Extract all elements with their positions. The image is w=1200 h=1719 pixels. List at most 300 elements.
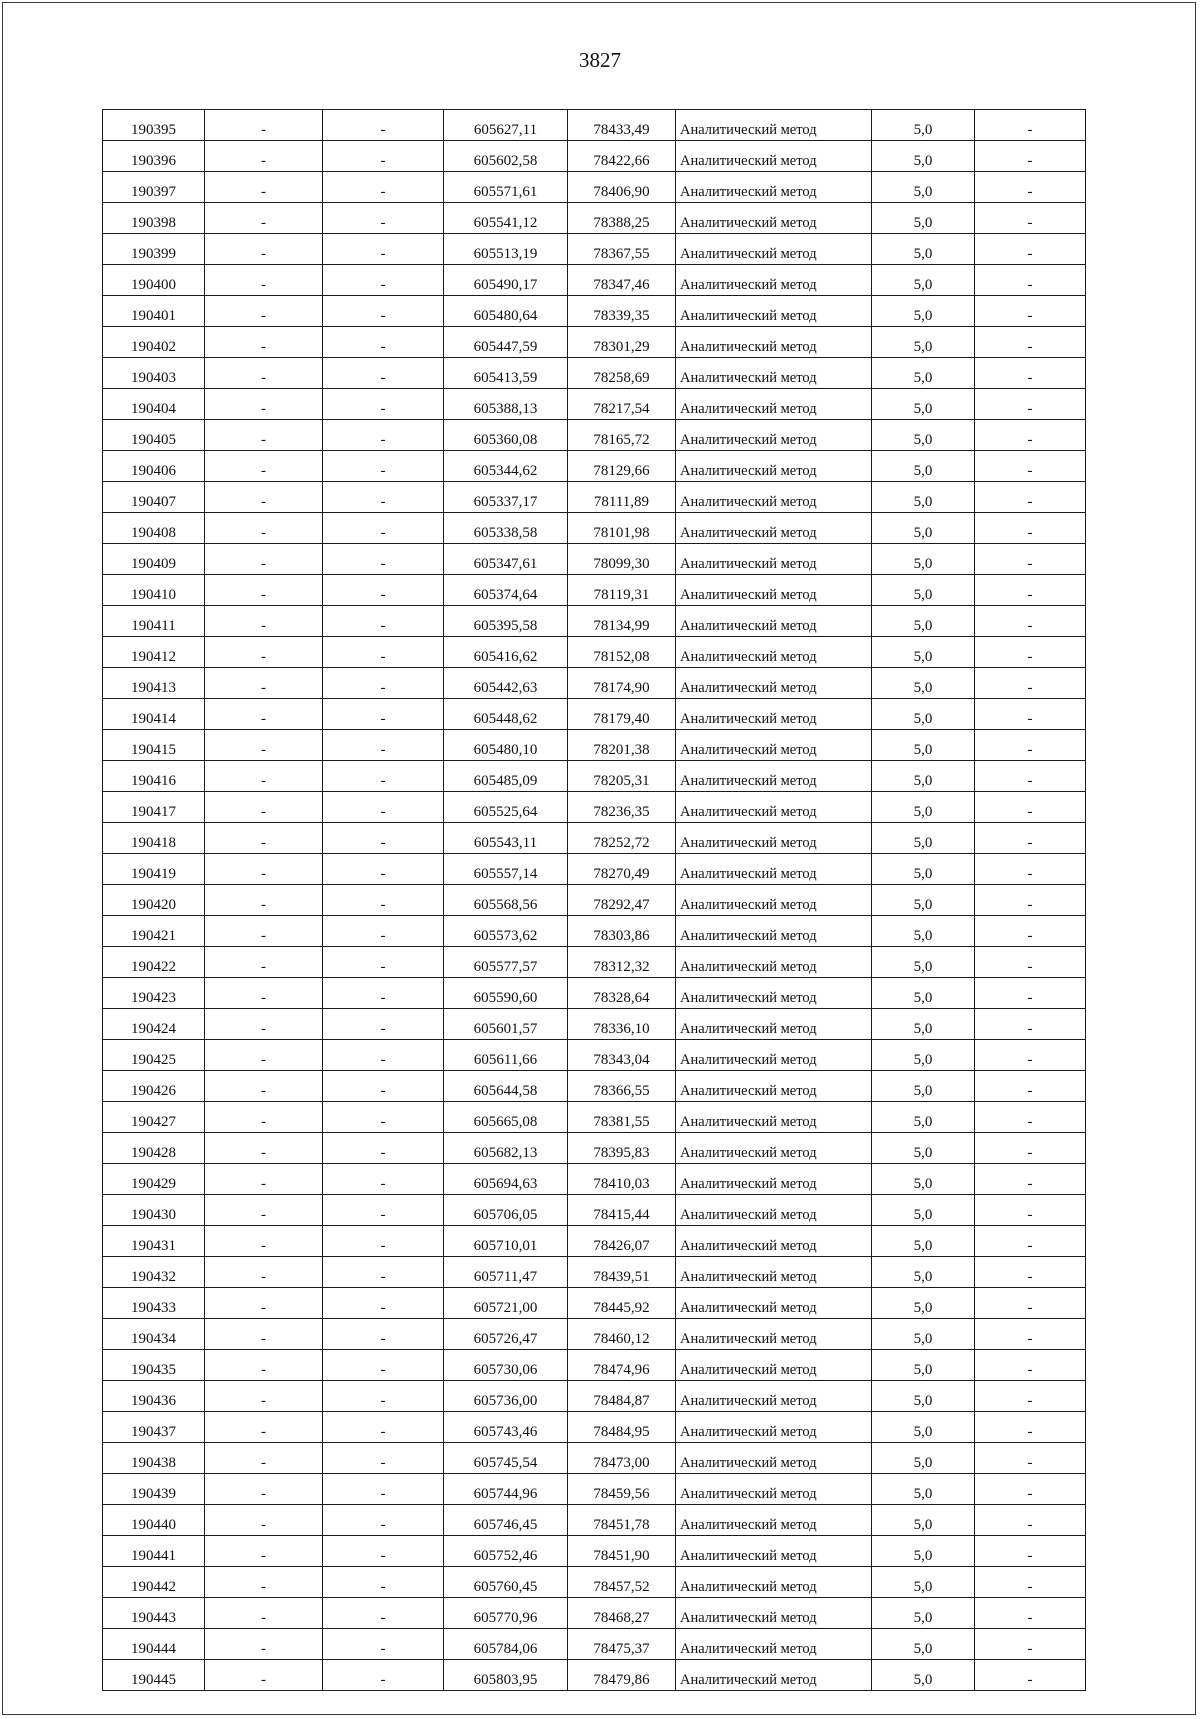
cell-empty-col-a: - xyxy=(205,1381,323,1412)
cell-point-id: 190430 xyxy=(103,1195,205,1226)
cell-empty-col-b: - xyxy=(323,730,444,761)
table-row xyxy=(103,823,1086,854)
cell-empty-col-b: - xyxy=(323,544,444,575)
cell-method: Аналитический метод xyxy=(676,1381,872,1412)
cell-empty-col-c: - xyxy=(975,389,1086,420)
cell-accuracy: 5,0 xyxy=(872,544,975,575)
cell-x-coordinate: 605347,61 xyxy=(444,544,568,575)
coordinates-table xyxy=(102,109,1086,1691)
table-row xyxy=(103,1629,1086,1660)
cell-empty-col-b: - xyxy=(323,110,444,141)
cell-x-coordinate: 605611,66 xyxy=(444,1040,568,1071)
table-row xyxy=(103,451,1086,482)
cell-empty-col-b: - xyxy=(323,575,444,606)
cell-empty-col-c: - xyxy=(975,234,1086,265)
cell-accuracy: 5,0 xyxy=(872,947,975,978)
cell-empty-col-a: - xyxy=(205,234,323,265)
table-row xyxy=(103,947,1086,978)
cell-empty-col-b: - xyxy=(323,916,444,947)
table-row xyxy=(103,420,1086,451)
cell-empty-col-c: - xyxy=(975,1567,1086,1598)
table-row xyxy=(103,513,1086,544)
cell-method: Аналитический метод xyxy=(676,606,872,637)
cell-method: Аналитический метод xyxy=(676,544,872,575)
cell-accuracy: 5,0 xyxy=(872,1505,975,1536)
cell-empty-col-a: - xyxy=(205,792,323,823)
cell-empty-col-c: - xyxy=(975,1040,1086,1071)
cell-empty-col-b: - xyxy=(323,234,444,265)
cell-accuracy: 5,0 xyxy=(872,1660,975,1691)
table-row xyxy=(103,1102,1086,1133)
cell-empty-col-c: - xyxy=(975,668,1086,699)
cell-accuracy: 5,0 xyxy=(872,1474,975,1505)
cell-accuracy: 5,0 xyxy=(872,823,975,854)
cell-point-id: 190412 xyxy=(103,637,205,668)
cell-x-coordinate: 605590,60 xyxy=(444,978,568,1009)
cell-method: Аналитический метод xyxy=(676,265,872,296)
cell-empty-col-a: - xyxy=(205,358,323,389)
cell-point-id: 190398 xyxy=(103,203,205,234)
cell-point-id: 190434 xyxy=(103,1319,205,1350)
cell-point-id: 190424 xyxy=(103,1009,205,1040)
cell-x-coordinate: 605571,61 xyxy=(444,172,568,203)
cell-y-coordinate: 78336,10 xyxy=(568,1009,676,1040)
cell-empty-col-b: - xyxy=(323,1257,444,1288)
table-row xyxy=(103,854,1086,885)
cell-empty-col-b: - xyxy=(323,1474,444,1505)
cell-y-coordinate: 78457,52 xyxy=(568,1567,676,1598)
table-row xyxy=(103,389,1086,420)
cell-y-coordinate: 78270,49 xyxy=(568,854,676,885)
cell-accuracy: 5,0 xyxy=(872,420,975,451)
cell-empty-col-b: - xyxy=(323,296,444,327)
cell-y-coordinate: 78479,86 xyxy=(568,1660,676,1691)
cell-empty-col-a: - xyxy=(205,420,323,451)
cell-empty-col-a: - xyxy=(205,1629,323,1660)
cell-empty-col-c: - xyxy=(975,1288,1086,1319)
cell-accuracy: 5,0 xyxy=(872,110,975,141)
cell-point-id: 190405 xyxy=(103,420,205,451)
cell-accuracy: 5,0 xyxy=(872,1257,975,1288)
table-row xyxy=(103,1288,1086,1319)
table-row xyxy=(103,1350,1086,1381)
cell-y-coordinate: 78468,27 xyxy=(568,1598,676,1629)
table-row xyxy=(103,1443,1086,1474)
cell-empty-col-c: - xyxy=(975,606,1086,637)
cell-method: Аналитический метод xyxy=(676,172,872,203)
cell-x-coordinate: 605627,11 xyxy=(444,110,568,141)
cell-empty-col-c: - xyxy=(975,420,1086,451)
cell-y-coordinate: 78292,47 xyxy=(568,885,676,916)
cell-empty-col-c: - xyxy=(975,1629,1086,1660)
cell-empty-col-b: - xyxy=(323,1164,444,1195)
cell-accuracy: 5,0 xyxy=(872,1319,975,1350)
cell-accuracy: 5,0 xyxy=(872,389,975,420)
table-row xyxy=(103,172,1086,203)
cell-point-id: 190441 xyxy=(103,1536,205,1567)
cell-empty-col-a: - xyxy=(205,141,323,172)
cell-empty-col-c: - xyxy=(975,761,1086,792)
cell-accuracy: 5,0 xyxy=(872,296,975,327)
cell-empty-col-c: - xyxy=(975,327,1086,358)
cell-y-coordinate: 78473,00 xyxy=(568,1443,676,1474)
cell-accuracy: 5,0 xyxy=(872,1102,975,1133)
cell-y-coordinate: 78258,69 xyxy=(568,358,676,389)
cell-empty-col-a: - xyxy=(205,761,323,792)
cell-y-coordinate: 78474,96 xyxy=(568,1350,676,1381)
cell-x-coordinate: 605602,58 xyxy=(444,141,568,172)
cell-accuracy: 5,0 xyxy=(872,1226,975,1257)
cell-point-id: 190403 xyxy=(103,358,205,389)
cell-empty-col-b: - xyxy=(323,823,444,854)
cell-empty-col-a: - xyxy=(205,1288,323,1319)
cell-empty-col-c: - xyxy=(975,1350,1086,1381)
table-row xyxy=(103,1412,1086,1443)
cell-accuracy: 5,0 xyxy=(872,637,975,668)
cell-x-coordinate: 605601,57 xyxy=(444,1009,568,1040)
cell-empty-col-c: - xyxy=(975,265,1086,296)
cell-empty-col-b: - xyxy=(323,1288,444,1319)
cell-point-id: 190413 xyxy=(103,668,205,699)
cell-empty-col-b: - xyxy=(323,1660,444,1691)
cell-empty-col-a: - xyxy=(205,1257,323,1288)
cell-accuracy: 5,0 xyxy=(872,1598,975,1629)
cell-x-coordinate: 605665,08 xyxy=(444,1102,568,1133)
cell-point-id: 190419 xyxy=(103,854,205,885)
table-row xyxy=(103,110,1086,141)
cell-empty-col-a: - xyxy=(205,1133,323,1164)
table-row xyxy=(103,234,1086,265)
cell-x-coordinate: 605746,45 xyxy=(444,1505,568,1536)
cell-empty-col-a: - xyxy=(205,1598,323,1629)
cell-x-coordinate: 605770,96 xyxy=(444,1598,568,1629)
cell-method: Аналитический метод xyxy=(676,885,872,916)
cell-accuracy: 5,0 xyxy=(872,358,975,389)
cell-empty-col-a: - xyxy=(205,513,323,544)
cell-empty-col-b: - xyxy=(323,358,444,389)
cell-accuracy: 5,0 xyxy=(872,575,975,606)
table-row xyxy=(103,1226,1086,1257)
cell-empty-col-b: - xyxy=(323,513,444,544)
table-row xyxy=(103,1474,1086,1505)
cell-empty-col-c: - xyxy=(975,916,1086,947)
cell-point-id: 190417 xyxy=(103,792,205,823)
cell-empty-col-c: - xyxy=(975,730,1086,761)
cell-method: Аналитический метод xyxy=(676,1319,872,1350)
cell-accuracy: 5,0 xyxy=(872,1567,975,1598)
cell-accuracy: 5,0 xyxy=(872,1164,975,1195)
cell-empty-col-c: - xyxy=(975,1536,1086,1567)
cell-point-id: 190427 xyxy=(103,1102,205,1133)
cell-empty-col-b: - xyxy=(323,1412,444,1443)
cell-empty-col-c: - xyxy=(975,1164,1086,1195)
cell-y-coordinate: 78312,32 xyxy=(568,947,676,978)
cell-method: Аналитический метод xyxy=(676,1040,872,1071)
cell-accuracy: 5,0 xyxy=(872,854,975,885)
cell-point-id: 190432 xyxy=(103,1257,205,1288)
table-row xyxy=(103,482,1086,513)
cell-accuracy: 5,0 xyxy=(872,513,975,544)
cell-method: Аналитический метод xyxy=(676,637,872,668)
cell-empty-col-c: - xyxy=(975,451,1086,482)
cell-x-coordinate: 605543,11 xyxy=(444,823,568,854)
cell-empty-col-c: - xyxy=(975,1257,1086,1288)
cell-method: Аналитический метод xyxy=(676,1009,872,1040)
cell-empty-col-a: - xyxy=(205,1474,323,1505)
cell-y-coordinate: 78339,35 xyxy=(568,296,676,327)
cell-point-id: 190442 xyxy=(103,1567,205,1598)
cell-empty-col-a: - xyxy=(205,730,323,761)
cell-empty-col-c: - xyxy=(975,575,1086,606)
cell-accuracy: 5,0 xyxy=(872,482,975,513)
cell-x-coordinate: 605577,57 xyxy=(444,947,568,978)
cell-empty-col-b: - xyxy=(323,1071,444,1102)
cell-point-id: 190401 xyxy=(103,296,205,327)
table-body xyxy=(103,110,1086,1691)
cell-empty-col-c: - xyxy=(975,978,1086,1009)
cell-x-coordinate: 605730,06 xyxy=(444,1350,568,1381)
cell-empty-col-c: - xyxy=(975,1443,1086,1474)
cell-y-coordinate: 78366,55 xyxy=(568,1071,676,1102)
cell-empty-col-a: - xyxy=(205,1660,323,1691)
cell-point-id: 190416 xyxy=(103,761,205,792)
cell-empty-col-a: - xyxy=(205,978,323,1009)
table-row xyxy=(103,699,1086,730)
cell-x-coordinate: 605480,64 xyxy=(444,296,568,327)
cell-method: Аналитический метод xyxy=(676,296,872,327)
cell-y-coordinate: 78347,46 xyxy=(568,265,676,296)
cell-accuracy: 5,0 xyxy=(872,730,975,761)
cell-method: Аналитический метод xyxy=(676,1505,872,1536)
cell-point-id: 190435 xyxy=(103,1350,205,1381)
cell-empty-col-b: - xyxy=(323,265,444,296)
cell-empty-col-b: - xyxy=(323,1102,444,1133)
cell-empty-col-a: - xyxy=(205,916,323,947)
cell-y-coordinate: 78395,83 xyxy=(568,1133,676,1164)
cell-accuracy: 5,0 xyxy=(872,916,975,947)
cell-empty-col-a: - xyxy=(205,1226,323,1257)
cell-y-coordinate: 78252,72 xyxy=(568,823,676,854)
cell-empty-col-c: - xyxy=(975,947,1086,978)
cell-method: Аналитический метод xyxy=(676,1443,872,1474)
cell-empty-col-b: - xyxy=(323,1567,444,1598)
cell-method: Аналитический метод xyxy=(676,358,872,389)
cell-y-coordinate: 78381,55 xyxy=(568,1102,676,1133)
cell-x-coordinate: 605710,01 xyxy=(444,1226,568,1257)
cell-empty-col-a: - xyxy=(205,1443,323,1474)
cell-empty-col-b: - xyxy=(323,1226,444,1257)
cell-y-coordinate: 78099,30 xyxy=(568,544,676,575)
cell-point-id: 190420 xyxy=(103,885,205,916)
cell-method: Аналитический метод xyxy=(676,389,872,420)
cell-empty-col-c: - xyxy=(975,1598,1086,1629)
cell-method: Аналитический метод xyxy=(676,451,872,482)
cell-accuracy: 5,0 xyxy=(872,265,975,296)
cell-x-coordinate: 605395,58 xyxy=(444,606,568,637)
cell-method: Аналитический метод xyxy=(676,327,872,358)
cell-method: Аналитический метод xyxy=(676,1102,872,1133)
cell-method: Аналитический метод xyxy=(676,668,872,699)
table-row xyxy=(103,265,1086,296)
cell-empty-col-b: - xyxy=(323,1350,444,1381)
cell-y-coordinate: 78459,56 xyxy=(568,1474,676,1505)
cell-y-coordinate: 78410,03 xyxy=(568,1164,676,1195)
cell-method: Аналитический метод xyxy=(676,823,872,854)
cell-method: Аналитический метод xyxy=(676,730,872,761)
cell-point-id: 190409 xyxy=(103,544,205,575)
cell-empty-col-c: - xyxy=(975,513,1086,544)
cell-y-coordinate: 78101,98 xyxy=(568,513,676,544)
cell-method: Аналитический метод xyxy=(676,1164,872,1195)
cell-method: Аналитический метод xyxy=(676,203,872,234)
cell-empty-col-c: - xyxy=(975,1505,1086,1536)
cell-empty-col-a: - xyxy=(205,1536,323,1567)
cell-empty-col-b: - xyxy=(323,1195,444,1226)
table-row xyxy=(103,1071,1086,1102)
table-row xyxy=(103,978,1086,1009)
table-row xyxy=(103,730,1086,761)
cell-empty-col-b: - xyxy=(323,420,444,451)
cell-empty-col-a: - xyxy=(205,296,323,327)
cell-empty-col-a: - xyxy=(205,699,323,730)
cell-accuracy: 5,0 xyxy=(872,1536,975,1567)
cell-method: Аналитический метод xyxy=(676,1598,872,1629)
cell-empty-col-b: - xyxy=(323,761,444,792)
cell-y-coordinate: 78201,38 xyxy=(568,730,676,761)
table-row xyxy=(103,544,1086,575)
cell-method: Аналитический метод xyxy=(676,1133,872,1164)
cell-empty-col-b: - xyxy=(323,327,444,358)
cell-point-id: 190407 xyxy=(103,482,205,513)
cell-point-id: 190402 xyxy=(103,327,205,358)
cell-method: Аналитический метод xyxy=(676,1195,872,1226)
cell-x-coordinate: 605752,46 xyxy=(444,1536,568,1567)
cell-empty-col-b: - xyxy=(323,947,444,978)
cell-x-coordinate: 605541,12 xyxy=(444,203,568,234)
cell-x-coordinate: 605760,45 xyxy=(444,1567,568,1598)
cell-point-id: 190433 xyxy=(103,1288,205,1319)
cell-method: Аналитический метод xyxy=(676,1629,872,1660)
cell-empty-col-a: - xyxy=(205,947,323,978)
cell-accuracy: 5,0 xyxy=(872,668,975,699)
cell-x-coordinate: 605557,14 xyxy=(444,854,568,885)
cell-x-coordinate: 605442,63 xyxy=(444,668,568,699)
cell-y-coordinate: 78205,31 xyxy=(568,761,676,792)
cell-y-coordinate: 78460,12 xyxy=(568,1319,676,1350)
table-row xyxy=(103,668,1086,699)
cell-x-coordinate: 605706,05 xyxy=(444,1195,568,1226)
table-row xyxy=(103,1567,1086,1598)
table-row xyxy=(103,141,1086,172)
cell-accuracy: 5,0 xyxy=(872,451,975,482)
table-row xyxy=(103,1133,1086,1164)
cell-empty-col-b: - xyxy=(323,1536,444,1567)
cell-empty-col-c: - xyxy=(975,823,1086,854)
cell-empty-col-c: - xyxy=(975,1474,1086,1505)
cell-accuracy: 5,0 xyxy=(872,761,975,792)
table-row xyxy=(103,916,1086,947)
cell-x-coordinate: 605736,00 xyxy=(444,1381,568,1412)
cell-empty-col-b: - xyxy=(323,1629,444,1660)
cell-accuracy: 5,0 xyxy=(872,1195,975,1226)
cell-y-coordinate: 78475,37 xyxy=(568,1629,676,1660)
cell-empty-col-a: - xyxy=(205,327,323,358)
cell-empty-col-a: - xyxy=(205,1009,323,1040)
cell-accuracy: 5,0 xyxy=(872,978,975,1009)
cell-x-coordinate: 605360,08 xyxy=(444,420,568,451)
cell-method: Аналитический метод xyxy=(676,1474,872,1505)
cell-accuracy: 5,0 xyxy=(872,1443,975,1474)
cell-method: Аналитический метод xyxy=(676,1567,872,1598)
cell-x-coordinate: 605337,17 xyxy=(444,482,568,513)
cell-empty-col-c: - xyxy=(975,1226,1086,1257)
cell-point-id: 190421 xyxy=(103,916,205,947)
cell-x-coordinate: 605568,56 xyxy=(444,885,568,916)
cell-x-coordinate: 605525,64 xyxy=(444,792,568,823)
cell-point-id: 190400 xyxy=(103,265,205,296)
cell-empty-col-b: - xyxy=(323,606,444,637)
cell-method: Аналитический метод xyxy=(676,699,872,730)
cell-accuracy: 5,0 xyxy=(872,1133,975,1164)
cell-empty-col-a: - xyxy=(205,823,323,854)
cell-empty-col-b: - xyxy=(323,668,444,699)
cell-y-coordinate: 78367,55 xyxy=(568,234,676,265)
table-row xyxy=(103,1505,1086,1536)
cell-accuracy: 5,0 xyxy=(872,203,975,234)
cell-point-id: 190426 xyxy=(103,1071,205,1102)
cell-accuracy: 5,0 xyxy=(872,1381,975,1412)
cell-y-coordinate: 78439,51 xyxy=(568,1257,676,1288)
cell-point-id: 190404 xyxy=(103,389,205,420)
cell-point-id: 190408 xyxy=(103,513,205,544)
cell-empty-col-c: - xyxy=(975,1071,1086,1102)
cell-empty-col-c: - xyxy=(975,699,1086,730)
cell-empty-col-a: - xyxy=(205,110,323,141)
cell-empty-col-a: - xyxy=(205,885,323,916)
table-row xyxy=(103,296,1086,327)
table-row xyxy=(103,1164,1086,1195)
cell-empty-col-b: - xyxy=(323,141,444,172)
cell-accuracy: 5,0 xyxy=(872,234,975,265)
table-row xyxy=(103,203,1086,234)
cell-y-coordinate: 78328,64 xyxy=(568,978,676,1009)
cell-method: Аналитический метод xyxy=(676,1226,872,1257)
cell-y-coordinate: 78433,49 xyxy=(568,110,676,141)
cell-y-coordinate: 78134,99 xyxy=(568,606,676,637)
cell-empty-col-a: - xyxy=(205,1412,323,1443)
cell-empty-col-c: - xyxy=(975,885,1086,916)
cell-method: Аналитический метод xyxy=(676,761,872,792)
cell-empty-col-a: - xyxy=(205,1567,323,1598)
cell-empty-col-c: - xyxy=(975,544,1086,575)
cell-method: Аналитический метод xyxy=(676,575,872,606)
cell-method: Аналитический метод xyxy=(676,1288,872,1319)
cell-x-coordinate: 605803,95 xyxy=(444,1660,568,1691)
cell-x-coordinate: 605448,62 xyxy=(444,699,568,730)
cell-accuracy: 5,0 xyxy=(872,141,975,172)
cell-method: Аналитический метод xyxy=(676,916,872,947)
cell-point-id: 190445 xyxy=(103,1660,205,1691)
cell-empty-col-a: - xyxy=(205,482,323,513)
cell-y-coordinate: 78236,35 xyxy=(568,792,676,823)
cell-point-id: 190396 xyxy=(103,141,205,172)
cell-empty-col-b: - xyxy=(323,1009,444,1040)
cell-empty-col-c: - xyxy=(975,110,1086,141)
cell-method: Аналитический метод xyxy=(676,1071,872,1102)
cell-empty-col-b: - xyxy=(323,854,444,885)
cell-point-id: 190443 xyxy=(103,1598,205,1629)
table-row xyxy=(103,1040,1086,1071)
